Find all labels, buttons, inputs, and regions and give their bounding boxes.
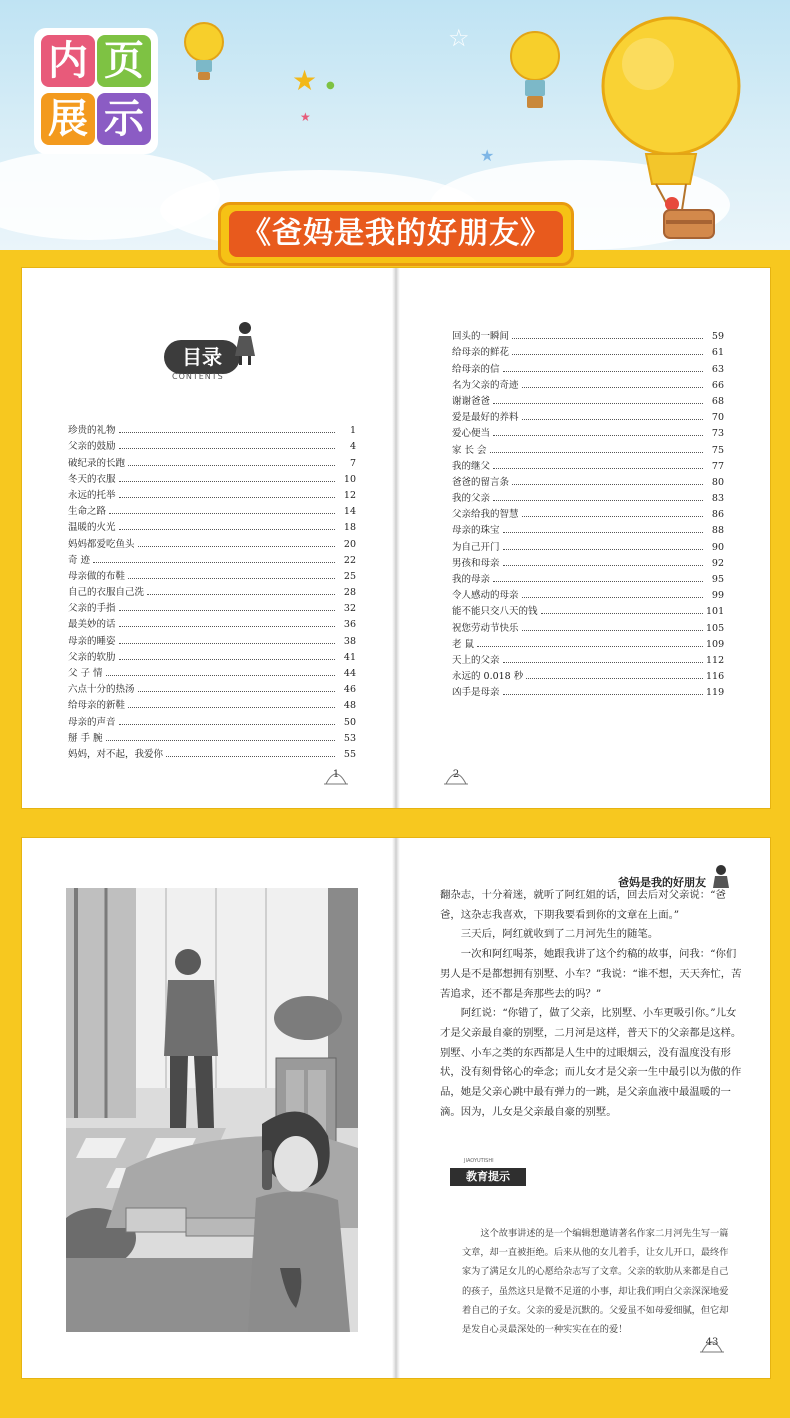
badge-char: 页 <box>97 35 151 87</box>
toc-entry <box>68 679 356 695</box>
toc-leader-dots <box>493 403 703 404</box>
toc-entry-title: 妈妈，对不起，我爱你 <box>68 748 164 760</box>
toc-entry-page: 116 <box>706 671 725 683</box>
toc-leader-dots <box>119 432 335 433</box>
toc-entry-title: 谢谢爸爸 <box>452 395 491 407</box>
toc-entry-title: 六点十分的热汤 <box>68 684 135 696</box>
toc-entry-title: 掰 手 腕 <box>68 732 103 744</box>
toc-leader-dots <box>106 675 335 676</box>
toc-entry-title: 温暖的火光 <box>68 522 116 534</box>
star-icon: ● <box>326 80 335 91</box>
lightbulb-balloon-icon <box>180 20 228 84</box>
toc-entry-page: 105 <box>706 622 725 634</box>
toc-entry-page: 25 <box>343 570 356 582</box>
badge-char: 展 <box>41 93 95 145</box>
toc-leader-dots <box>138 546 335 547</box>
education-tip-header <box>450 1158 526 1186</box>
page-number <box>698 1332 726 1354</box>
toc-entry <box>68 598 356 614</box>
toc-entry-title: 冬天的衣服 <box>68 473 116 485</box>
toc-entry-page: 101 <box>706 606 725 618</box>
toc-entry <box>452 326 724 342</box>
toc-entry <box>68 647 356 663</box>
toc-leader-dots <box>503 662 703 663</box>
toc-entry-title: 破纪录的长跑 <box>68 457 126 469</box>
title-banner <box>218 202 574 266</box>
toc-entry <box>452 601 724 617</box>
toc-entry-page: 86 <box>711 509 724 521</box>
toc-leader-dots <box>119 610 335 611</box>
toc-entry-page: 80 <box>711 476 724 488</box>
toc-entry <box>68 550 356 566</box>
toc-entry-page: 46 <box>343 684 356 696</box>
toc-entry <box>452 375 724 391</box>
toc-list-left <box>68 420 356 760</box>
toc-leader-dots <box>522 516 703 517</box>
toc-entry-title: 爸爸的留言条 <box>452 476 510 488</box>
story-paragraph: 一次和阿红喝茶，她跟我讲了这个约稿的故事，问我：“你们男人是不是都想拥有别墅、小车？”我说：“谁不想，天天奔忙，苦苦追求，还不都是奔那些去的吗？” <box>440 948 742 1000</box>
toc-entry <box>452 536 724 552</box>
toc-entry-title: 母亲的珠宝 <box>452 525 500 537</box>
toc-entry <box>452 456 724 472</box>
toc-entry <box>452 666 724 682</box>
toc-entry <box>452 682 724 698</box>
toc-leader-dots <box>503 371 703 372</box>
toc-leader-dots <box>503 694 703 695</box>
toc-entry-page: 77 <box>711 460 724 472</box>
toc-spread <box>22 268 770 808</box>
toc-leader-dots <box>493 500 703 501</box>
toc-leader-dots <box>512 338 703 339</box>
toc-entry-page: 75 <box>711 444 724 456</box>
toc-entry-page: 4 <box>349 441 356 453</box>
story-illustration <box>66 888 358 1332</box>
toc-list-right <box>452 326 724 698</box>
toc-entry-page: 70 <box>711 412 724 424</box>
toc-leader-dots <box>503 532 703 533</box>
toc-entry <box>68 566 356 582</box>
toc-entry-title: 我的母亲 <box>452 574 491 585</box>
toc-entry <box>452 391 724 407</box>
story-paragraph: 三天后，阿红就收到了二月河先生的随笔。 <box>460 928 659 941</box>
book-title: 《爸妈是我的好朋友》 <box>229 211 563 257</box>
toc-entry-title: 老 鼠 <box>452 638 475 650</box>
toc-entry-page: 95 <box>711 574 724 585</box>
toc-entry-page: 44 <box>343 668 356 679</box>
toc-leader-dots <box>109 513 335 514</box>
toc-entry <box>452 585 724 601</box>
toc-entry <box>452 407 724 423</box>
lightbulb-balloon-icon <box>586 14 756 246</box>
toc-entry-page: 109 <box>706 638 725 650</box>
star-icon: ★ <box>480 146 495 165</box>
toc-entry-title: 自己的衣服自己洗 <box>68 587 145 599</box>
toc-leader-dots <box>119 529 335 530</box>
toc-leader-dots <box>490 452 703 453</box>
toc-leader-dots <box>119 448 335 449</box>
toc-logo-title: 目录 <box>164 340 240 374</box>
toc-entry-title: 名为父亲的奇迹 <box>452 379 519 391</box>
toc-entry-page: 38 <box>343 635 356 647</box>
toc-entry <box>68 663 356 679</box>
toc-entry-page: 90 <box>711 541 724 553</box>
toc-leader-dots <box>493 581 703 582</box>
toc-leader-dots <box>503 565 703 566</box>
toc-entry <box>68 452 356 468</box>
toc-entry-page: 66 <box>711 379 724 391</box>
toc-entry-title: 父亲的手指 <box>68 603 116 615</box>
toc-leader-dots <box>119 659 335 660</box>
girl-reading-icon <box>230 320 260 366</box>
toc-leader-dots <box>147 594 335 595</box>
running-head: 爸妈是我的好朋友 <box>618 876 706 889</box>
toc-entry-title: 母亲的声音 <box>68 716 116 728</box>
toc-entry-title: 祝您劳动节快乐 <box>452 622 519 634</box>
toc-entry-title: 我的父亲 <box>452 493 491 505</box>
badge-char: 示 <box>97 93 151 145</box>
toc-leader-dots <box>138 691 335 692</box>
toc-entry <box>68 582 356 598</box>
page-number-value: 43 <box>705 1337 719 1348</box>
book-gutter <box>392 268 400 808</box>
toc-leader-dots <box>512 354 703 355</box>
toc-entry-title: 给母亲的鲜花 <box>452 347 510 359</box>
toc-entry-page: 22 <box>343 554 356 566</box>
toc-entry-title: 珍贵的礼物 <box>68 425 116 437</box>
toc-entry <box>452 553 724 569</box>
toc-entry-page: 73 <box>711 428 724 440</box>
toc-entry-page: 50 <box>343 716 356 728</box>
book-gutter <box>392 838 400 1378</box>
toc-leader-dots <box>526 678 703 679</box>
page-number <box>322 764 350 786</box>
education-tip-pinyin: JIAOYUTISHI <box>464 1158 494 1164</box>
star-icon: ★ <box>300 110 311 124</box>
toc-entry-title: 母亲的睡姿 <box>68 635 116 647</box>
toc-entry-title: 凶手是母亲 <box>452 687 500 699</box>
toc-entry-title: 最美妙的话 <box>68 619 116 631</box>
toc-entry-page: 41 <box>343 651 356 663</box>
toc-leader-dots <box>106 740 335 741</box>
toc-entry-title: 能不能只交八天的钱 <box>452 606 538 618</box>
toc-leader-dots <box>166 756 335 757</box>
toc-entry-page: 20 <box>343 538 356 550</box>
toc-entry-page: 7 <box>349 457 356 469</box>
toc-entry-title: 父亲给我的智慧 <box>452 509 519 521</box>
toc-entry <box>452 520 724 536</box>
toc-leader-dots <box>119 497 335 498</box>
toc-leader-dots <box>512 484 703 485</box>
star-icon: ★ <box>292 64 318 97</box>
toc-entry-page: 88 <box>711 525 724 537</box>
toc-leader-dots <box>493 435 703 436</box>
toc-entry-page: 10 <box>343 473 356 485</box>
toc-entry-title: 令人感动的母亲 <box>452 590 519 602</box>
toc-entry <box>452 488 724 504</box>
toc-entry-title: 生命之路 <box>68 506 107 518</box>
toc-entry-page: 28 <box>343 587 356 599</box>
toc-entry-title: 父亲的软肋 <box>68 651 116 663</box>
toc-entry <box>68 485 356 501</box>
toc-leader-dots <box>119 626 335 627</box>
toc-entry-page: 14 <box>343 506 356 518</box>
toc-leader-dots <box>493 468 703 469</box>
toc-entry-page: 83 <box>711 493 724 505</box>
lightbulb-balloon-icon <box>505 30 565 114</box>
toc-entry-page: 12 <box>343 489 356 501</box>
toc-entry-page: 1 <box>349 425 356 437</box>
toc-entry-title: 男孩和母亲 <box>452 557 500 569</box>
story-text <box>440 886 742 1122</box>
page-number-value: 2 <box>452 769 460 780</box>
toc-entry-page: 63 <box>711 363 724 375</box>
toc-entry <box>68 469 356 485</box>
toc-entry-title: 永远的托举 <box>68 489 116 501</box>
toc-leader-dots <box>522 419 703 420</box>
toc-leader-dots <box>522 387 703 388</box>
education-tip-paragraph: 这个故事讲述的是一个编辑想邀请著名作家二月河先生写一篇文章，却一直被拒绝。后来从他的女儿着手，让女儿开口，最终作家为了满足女儿的心愿给杂志写了文章。父亲的软肋从来都是自己的孩子，虽然这只是微不足道的小事，却让我们明白父亲深深地爱着自己的子女。父亲的爱是沉默的。父爱虽不如母爱细腻，但它却是发自心灵最深处的一种实实在在的爱！ <box>462 1228 729 1336</box>
education-tip-label: 教育提示 <box>450 1168 526 1186</box>
toc-entry-title: 给母亲的新鞋 <box>68 700 126 712</box>
page-showcase-badge <box>34 28 158 154</box>
toc-entry-page: 61 <box>711 347 724 359</box>
toc-entry <box>68 744 356 760</box>
toc-leader-dots <box>119 481 335 482</box>
toc-leader-dots <box>128 578 335 579</box>
toc-entry <box>68 614 356 630</box>
toc-entry-title: 回头的一瞬间 <box>452 331 510 343</box>
toc-leader-dots <box>477 646 703 647</box>
toc-entry-page: 53 <box>343 732 356 744</box>
toc-entry <box>68 533 356 549</box>
toc-entry-page: 59 <box>711 331 724 343</box>
toc-entry-page: 119 <box>706 687 725 699</box>
toc-leader-dots <box>119 643 335 644</box>
toc-entry-page: 99 <box>711 590 724 602</box>
education-tip-text <box>462 1224 732 1339</box>
story-spread <box>22 838 770 1378</box>
toc-entry <box>68 517 356 533</box>
toc-entry-title: 父亲的鼓励 <box>68 441 116 453</box>
toc-leader-dots <box>503 549 703 550</box>
toc-logo-subtitle: CONTENTS <box>172 372 224 381</box>
toc-entry-title: 家 长 会 <box>452 444 487 456</box>
page-number <box>442 764 470 786</box>
toc-entry-title: 爱心便当 <box>452 428 491 440</box>
toc-entry-title: 给母亲的信 <box>452 363 500 375</box>
story-paragraph: 阿红说：“你错了，做了父亲，比别墅、小车更吸引你。”儿女才是父亲最自豪的别墅，二月河是这样，普天下的父亲都是这样。别墅、小车之类的东西都是人生中的过眼烟云，没有温度没有形状，没有刻骨铭心的牵念；而儿女才是父亲一生中最引以为傲的作品，她是父亲心跳中最有弹力的一跳，是父亲血液中最温暖的一滴。因为，儿女是父亲最自豪的别墅。 <box>440 1007 742 1118</box>
toc-entry-title: 我的继父 <box>452 460 491 472</box>
toc-entry-page: 48 <box>343 700 356 712</box>
toc-entry <box>68 630 356 646</box>
toc-entry-title: 爱是最好的养料 <box>452 412 519 424</box>
toc-entry-page: 32 <box>343 603 356 615</box>
toc-entry <box>452 423 724 439</box>
toc-entry-title: 父 子 情 <box>68 668 103 679</box>
toc-entry <box>452 650 724 666</box>
toc-entry-page: 18 <box>343 522 356 534</box>
toc-logo <box>164 334 260 388</box>
toc-entry <box>68 711 356 727</box>
toc-entry <box>452 569 724 585</box>
toc-leader-dots <box>522 597 703 598</box>
toc-entry-title: 奇 迹 <box>68 554 91 566</box>
page-number-value: 1 <box>332 769 340 780</box>
story-paragraph: 翻杂志，十分着迷，就听了阿红姐的话，回去后对父亲说：“爸爸，这杂志我喜欢，下期我要看到你的文章在上面。” <box>440 889 726 921</box>
badge-char: 内 <box>41 35 95 87</box>
toc-entry-page: 112 <box>706 654 725 666</box>
toc-entry-title: 天上的父亲 <box>452 654 500 666</box>
toc-leader-dots <box>541 613 703 614</box>
toc-leader-dots <box>128 465 335 466</box>
toc-entry-page: 55 <box>343 748 356 760</box>
toc-entry-title: 妈妈都爱吃鱼头 <box>68 538 135 550</box>
toc-entry <box>452 439 724 455</box>
toc-entry <box>452 634 724 650</box>
toc-entry <box>68 436 356 452</box>
toc-entry-page: 36 <box>343 619 356 631</box>
toc-leader-dots <box>522 630 703 631</box>
star-icon: ☆ <box>448 24 470 52</box>
toc-entry <box>68 695 356 711</box>
toc-entry <box>452 358 724 374</box>
toc-entry <box>452 504 724 520</box>
toc-leader-dots <box>128 707 335 708</box>
toc-entry <box>68 501 356 517</box>
toc-leader-dots <box>119 724 335 725</box>
toc-entry-page: 68 <box>711 395 724 407</box>
toc-leader-dots <box>93 562 335 563</box>
toc-entry <box>452 472 724 488</box>
toc-entry <box>68 420 356 436</box>
toc-entry <box>452 617 724 633</box>
toc-entry <box>68 728 356 744</box>
toc-entry-title: 为自己开门 <box>452 541 500 553</box>
toc-entry-page: 92 <box>711 557 724 569</box>
toc-entry-title: 永远的 0.018 秒 <box>452 671 524 683</box>
toc-entry-title: 母亲做的布鞋 <box>68 570 126 582</box>
toc-entry <box>452 342 724 358</box>
